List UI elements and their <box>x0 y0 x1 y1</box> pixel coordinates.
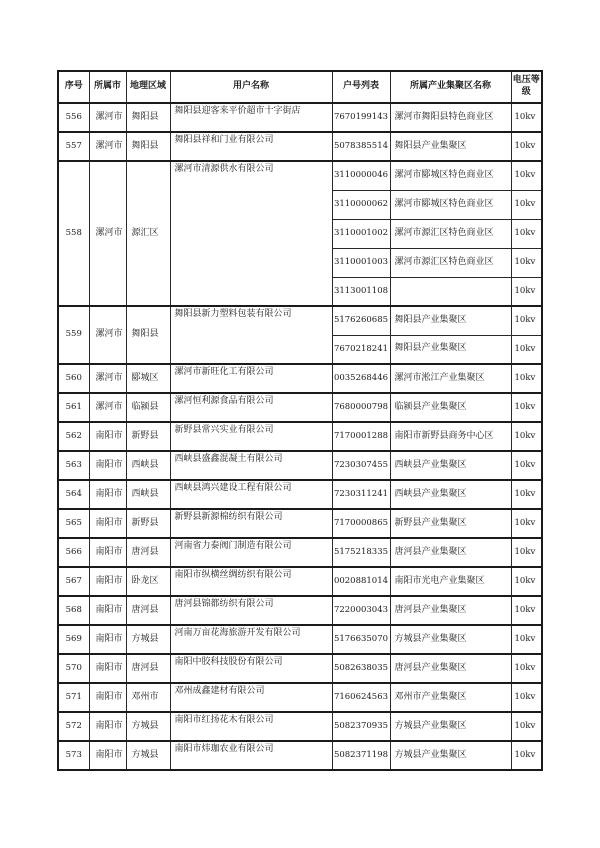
account-number-cell: 7220003043 <box>332 596 390 625</box>
voltage-level-cell: 10kv <box>511 190 542 219</box>
account-number-cell: 5078385514 <box>332 132 390 161</box>
voltage-level-cell: 10kv <box>511 451 542 480</box>
account-number-cell: 3110001003 <box>332 248 390 277</box>
seq-cell: 567 <box>58 567 89 596</box>
region-cell: 唐河县 <box>126 596 170 625</box>
region-cell: 舞阳县 <box>126 103 170 132</box>
region-cell: 舞阳县 <box>126 132 170 161</box>
table-body <box>58 103 542 770</box>
account-number-cell: 7160624563 <box>332 683 390 712</box>
cluster-name-cell: 西峡县产业集聚区 <box>390 451 511 480</box>
cluster-name-cell: 唐河县产业集聚区 <box>390 596 511 625</box>
table-row <box>58 132 542 161</box>
account-number-cell: 7230307455 <box>332 451 390 480</box>
cluster-name-cell: 舞阳县产业集聚区 <box>390 335 511 364</box>
user-name-cell: 南阳市炜珈农业有限公司 <box>170 741 332 770</box>
account-number-cell: 5082371198 <box>332 741 390 770</box>
seq-cell: 560 <box>58 364 89 393</box>
voltage-level-cell: 10kv <box>511 509 542 538</box>
city-cell: 南阳市 <box>89 480 126 509</box>
user-name-cell: 新野县新源棉纺织有限公司 <box>170 509 332 538</box>
user-name-cell: 南阳中胶科技股份有限公司 <box>170 654 332 683</box>
voltage-level-cell: 10kv <box>511 596 542 625</box>
table-row <box>58 596 542 625</box>
city-cell: 南阳市 <box>89 538 126 567</box>
cluster-name-cell: 唐河县产业集聚区 <box>390 654 511 683</box>
account-number-cell: 5176635070 <box>332 625 390 654</box>
voltage-level-cell: 10kv <box>511 422 542 451</box>
voltage-level-cell: 10kv <box>511 393 542 422</box>
seq-cell: 563 <box>58 451 89 480</box>
user-name-cell: 舞阳县迎客来平价超市十字街店 <box>170 103 332 132</box>
table-row <box>58 393 542 422</box>
cluster-name-cell: 漯河市郾城区特色商业区 <box>390 161 511 190</box>
account-number-cell: 7170000865 <box>332 509 390 538</box>
voltage-level-cell: 10kv <box>511 219 542 248</box>
user-name-cell: 西峡县盛鑫混凝土有限公司 <box>170 451 332 480</box>
region-cell: 方城县 <box>126 625 170 654</box>
table-row <box>58 161 542 190</box>
voltage-level-cell: 10kv <box>511 161 542 190</box>
voltage-level-cell: 10kv <box>511 625 542 654</box>
seq-cell: 568 <box>58 596 89 625</box>
user-name-cell: 新野县常兴实业有限公司 <box>170 422 332 451</box>
account-number-cell: 7230311241 <box>332 480 390 509</box>
cluster-name-cell: 漯河市源汇区特色商业区 <box>390 219 511 248</box>
region-cell: 唐河县 <box>126 654 170 683</box>
region-cell: 方城县 <box>126 741 170 770</box>
user-name-cell: 唐河县锦都纺织有限公司 <box>170 596 332 625</box>
city-cell: 漯河市 <box>89 132 126 161</box>
region-cell: 临颍县 <box>126 393 170 422</box>
seq-cell: 561 <box>58 393 89 422</box>
account-number-cell: 3110000046 <box>332 161 390 190</box>
voltage-level-cell: 10kv <box>511 712 542 741</box>
voltage-level-cell: 10kv <box>511 335 542 364</box>
table-row <box>58 364 542 393</box>
user-account-table <box>57 70 543 771</box>
voltage-level-cell: 10kv <box>511 538 542 567</box>
region-cell: 邓州市 <box>126 683 170 712</box>
table-row <box>58 306 542 335</box>
seq-cell: 558 <box>58 161 89 306</box>
account-number-cell: 5176260685 <box>332 306 390 335</box>
user-name-cell: 漯河市清源供水有限公司 <box>170 161 332 306</box>
table-row <box>58 625 542 654</box>
seq-cell: 571 <box>58 683 89 712</box>
city-cell: 南阳市 <box>89 741 126 770</box>
voltage-level-cell: 10kv <box>511 567 542 596</box>
region-cell: 西峡县 <box>126 451 170 480</box>
voltage-level-cell: 10kv <box>511 306 542 335</box>
seq-cell: 556 <box>58 103 89 132</box>
voltage-level-cell: 10kv <box>511 103 542 132</box>
cluster-name-cell: 邓州市产业集聚区 <box>390 683 511 712</box>
cluster-name-cell: 唐河县产业集聚区 <box>390 538 511 567</box>
column-header-cluster: 所属产业集聚区名称 <box>390 71 511 103</box>
account-number-cell: 5082638035 <box>332 654 390 683</box>
column-header-user: 用户名称 <box>170 71 332 103</box>
user-name-cell: 河南省力泰阀门制造有限公司 <box>170 538 332 567</box>
city-cell: 漯河市 <box>89 393 126 422</box>
voltage-level-cell: 10kv <box>511 364 542 393</box>
table-row <box>58 567 542 596</box>
table-row <box>58 654 542 683</box>
cluster-name-cell: 新野县产业集聚区 <box>390 509 511 538</box>
city-cell: 南阳市 <box>89 683 126 712</box>
cluster-name-cell: 南阳市光电产业集聚区 <box>390 567 511 596</box>
cluster-name-cell: 漯河市源汇区特色商业区 <box>390 248 511 277</box>
seq-cell: 566 <box>58 538 89 567</box>
table-row <box>58 509 542 538</box>
column-header-city: 所属市 <box>89 71 126 103</box>
table-row <box>58 683 542 712</box>
table-row <box>58 103 542 132</box>
city-cell: 南阳市 <box>89 451 126 480</box>
cluster-name-cell: 南阳市新野县商务中心区 <box>390 422 511 451</box>
city-cell: 南阳市 <box>89 422 126 451</box>
city-cell: 南阳市 <box>89 712 126 741</box>
column-header-voltage: 电压等级 <box>511 71 542 103</box>
region-cell: 方城县 <box>126 712 170 741</box>
region-cell: 新野县 <box>126 509 170 538</box>
city-cell: 南阳市 <box>89 654 126 683</box>
cluster-name-cell: 西峡县产业集聚区 <box>390 480 511 509</box>
city-cell: 漯河市 <box>89 103 126 132</box>
cluster-name-cell: 方城县产业集聚区 <box>390 712 511 741</box>
account-number-cell: 3113001108 <box>332 277 390 306</box>
region-cell: 郾城区 <box>126 364 170 393</box>
account-number-cell: 7670218241 <box>332 335 390 364</box>
table-row <box>58 712 542 741</box>
table-row <box>58 480 542 509</box>
city-cell: 南阳市 <box>89 596 126 625</box>
cluster-name-cell: 漯河市舞阳县特色商业区 <box>390 103 511 132</box>
user-name-cell: 南阳市红扬花木有限公司 <box>170 712 332 741</box>
account-number-cell: 7680000798 <box>332 393 390 422</box>
cluster-name-cell: 舞阳县产业集聚区 <box>390 132 511 161</box>
cluster-name-cell: 漯河市淞江产业集聚区 <box>390 364 511 393</box>
seq-cell: 565 <box>58 509 89 538</box>
city-cell: 漯河市 <box>89 306 126 364</box>
table-row <box>58 538 542 567</box>
cluster-name-cell: 方城县产业集聚区 <box>390 625 511 654</box>
cluster-name-cell <box>390 277 511 306</box>
column-header-account: 户号列表 <box>332 71 390 103</box>
voltage-level-cell: 10kv <box>511 654 542 683</box>
voltage-level-cell: 10kv <box>511 277 542 306</box>
account-number-cell: 5175218335 <box>332 538 390 567</box>
cluster-name-cell: 舞阳县产业集聚区 <box>390 306 511 335</box>
table-header-row <box>58 71 542 103</box>
region-cell: 新野县 <box>126 422 170 451</box>
account-number-cell: 3110000062 <box>332 190 390 219</box>
city-cell: 南阳市 <box>89 625 126 654</box>
voltage-level-cell: 10kv <box>511 683 542 712</box>
column-header-seq: 序号 <box>58 71 89 103</box>
seq-cell: 569 <box>58 625 89 654</box>
voltage-level-cell: 10kv <box>511 480 542 509</box>
cluster-name-cell: 方城县产业集聚区 <box>390 741 511 770</box>
table-header <box>58 71 542 103</box>
region-cell: 西峡县 <box>126 480 170 509</box>
region-cell: 唐河县 <box>126 538 170 567</box>
city-cell: 漯河市 <box>89 364 126 393</box>
account-number-cell: 7670199143 <box>332 103 390 132</box>
user-name-cell: 南阳市纵横丝绸纺织有限公司 <box>170 567 332 596</box>
voltage-level-cell: 10kv <box>511 248 542 277</box>
user-name-cell: 邓州成鑫建材有限公司 <box>170 683 332 712</box>
voltage-level-cell: 10kv <box>511 741 542 770</box>
table-row <box>58 741 542 770</box>
voltage-level-cell: 10kv <box>511 132 542 161</box>
region-cell: 舞阳县 <box>126 306 170 364</box>
seq-cell: 557 <box>58 132 89 161</box>
account-number-cell: 5082370935 <box>332 712 390 741</box>
user-name-cell: 河南万亩花海旅游开发有限公司 <box>170 625 332 654</box>
user-name-cell: 西峡县鸿兴建设工程有限公司 <box>170 480 332 509</box>
account-number-cell: 0035268446 <box>332 364 390 393</box>
user-name-cell: 舞阳县祥和门业有限公司 <box>170 132 332 161</box>
region-cell: 卧龙区 <box>126 567 170 596</box>
cluster-name-cell: 临颍县产业集聚区 <box>390 393 511 422</box>
user-name-cell: 舞阳县新力塑料包装有限公司 <box>170 306 332 364</box>
account-number-cell: 7170001288 <box>332 422 390 451</box>
table-row <box>58 422 542 451</box>
city-cell: 南阳市 <box>89 567 126 596</box>
seq-cell: 562 <box>58 422 89 451</box>
cluster-name-cell: 漯河市郾城区特色商业区 <box>390 190 511 219</box>
table-row <box>58 451 542 480</box>
seq-cell: 570 <box>58 654 89 683</box>
user-name-cell: 漯河恒利源食品有限公司 <box>170 393 332 422</box>
account-number-cell: 3110001002 <box>332 219 390 248</box>
seq-cell: 572 <box>58 712 89 741</box>
seq-cell: 559 <box>58 306 89 364</box>
seq-cell: 564 <box>58 480 89 509</box>
city-cell: 南阳市 <box>89 509 126 538</box>
column-header-region: 地理区域 <box>126 71 170 103</box>
region-cell: 源汇区 <box>126 161 170 306</box>
account-number-cell: 0020881014 <box>332 567 390 596</box>
seq-cell: 573 <box>58 741 89 770</box>
user-name-cell: 漯河市新旺化工有限公司 <box>170 364 332 393</box>
city-cell: 漯河市 <box>89 161 126 306</box>
